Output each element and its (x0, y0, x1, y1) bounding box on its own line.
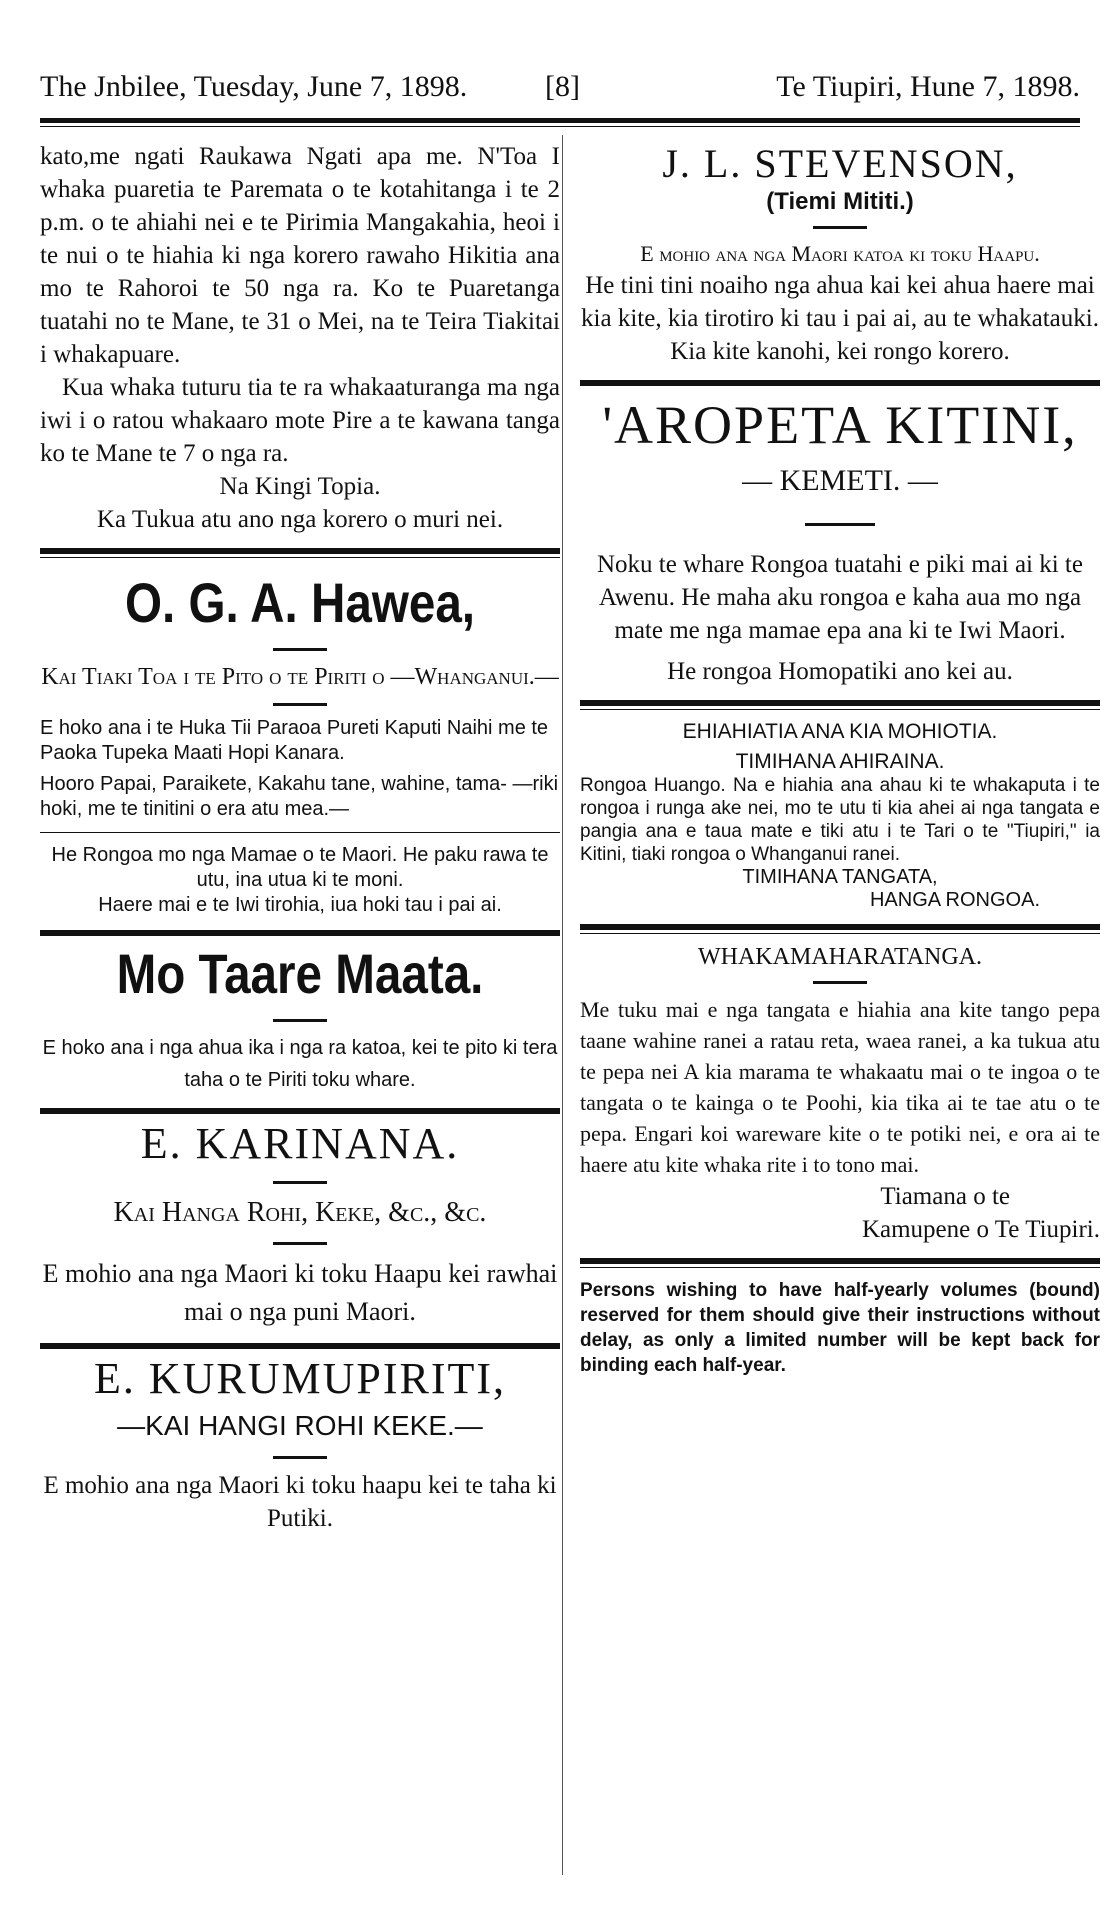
divider-thin (580, 933, 1100, 934)
left-column (40, 140, 560, 1535)
hawea-p4: Haere mai e te Iwi tirohia, iua hoki tau i pai ai. (98, 894, 502, 916)
taare-title: Mo Taare Maata. (116, 942, 484, 1005)
divider-thin (580, 709, 1100, 710)
short-rule (273, 648, 327, 651)
divider (40, 1108, 560, 1114)
short-rule (273, 1242, 327, 1245)
divider-thin (40, 557, 560, 558)
divider (580, 1258, 1100, 1264)
header-rule (40, 118, 1080, 123)
taare-text: E hoko ana i nga ahua ika i nga ra katoa, kei te pito ki tera taha o te Piriti toku whare. (42, 1037, 558, 1091)
ehiahiatia-text: Rongoa Huango. Na e hiahia ana ahau ki te whakaputa i te rongoa i runga ake nei, mo te utu ti kia ahei ai nga tangata e pangia ana e taua mate e tiki atu i te Tari o te "Tiupiri," ia Kitini, tiaki rongoa o Whanganui ranei. (580, 775, 1100, 865)
header-left: The Jnbilee, Tuesday, June 7, 1898. (40, 70, 468, 103)
hawea-p2: Hooro Papai, Paraikete, Kakahu tane, wahine, tama- —riki hoki, me te tinitini o era atu mea.— (40, 773, 559, 820)
short-rule (273, 703, 327, 706)
ehiahiatia-title: EHIAHIATIA ANA KIA MOHIOTIA. (682, 720, 998, 743)
divider (580, 700, 1100, 706)
header-right: Te Tiupiri, Hune 7, 1898. (776, 70, 1080, 103)
divider (580, 924, 1100, 930)
divider (40, 548, 560, 554)
kurumupiriti-title: E. KURUMUPIRITI, (93, 1354, 507, 1403)
short-rule (805, 523, 875, 526)
short-rule (273, 1456, 327, 1459)
right-column (580, 140, 1100, 1378)
intro-paragraph: kato,me ngati Raukawa Ngati apa me. N'Toa I whaka puaretia te Paremata o te kotahitanga i te 2 p.m. o te ahiahi nei e te Pirimia Mangakahia, heoi i te nui o te hiahia ki nga korero rawaho Hikitia ana mo te Rahoroi te 50 nga ra. Ko te Puaretanga tuatahi no te Mane, te 31 o Mei, na te Teira Tiakitai i whakapuare. (40, 143, 560, 368)
kitini-subtitle: — KEMETI. — (742, 464, 938, 497)
intro-paragraph-2: Kua whaka tuturu tia te ra whakaaturanga ma nga iwi i o ratou whakaaro mote Pire a te kawana tanga ko te Mane te 7 o nga ra. (40, 374, 560, 467)
whakamaharatanga-sig2: Kamupene o Te Tiupiri. (861, 1216, 1100, 1243)
hawea-title: O. G. A. Hawea, (124, 571, 476, 634)
ehiahiatia-sig2: HANGA RONGOA. (869, 889, 1040, 911)
hawea-subtitle: Kai Tiaki Toa i te Pito o te Piriti o —Whanganui.— (41, 664, 559, 690)
kitini-p2: He rongoa Homopatiki ano kei au. (667, 658, 1013, 685)
whakamaharatanga-text: Me tuku mai e nga tangata e hiahia ana kite tango pepa taane wahine ranei a ratau reta, waea ranei, a ka tukua atu te pepa nei A kia marama te whakaatu mai o te ingoa o te tangata o te kainga o te Poohi, kia tika ai te tae atu o te pepa. Engari koi wareware kite o te potiki nei, e ora ai te haere atu kite whaka rite i to tono mai. (580, 997, 1100, 1177)
whakamaharatanga-sig1: Tiamana o te (880, 1183, 1010, 1210)
intro-signature: Na Kingi Topia. (219, 473, 381, 500)
karinana-subtitle: Kai Hanga Rohi, Keke, &c., &c. (113, 1197, 487, 1228)
hawea-p1: E hoko ana i te Huka Tii Paraoa Pureti Kaputi Naihi me te Paoka Tupeka Maati Hopi Kanara. (40, 717, 549, 764)
stevenson-p1: E mohio ana nga Maori katoa ki toku Haapu. (640, 241, 1040, 266)
column-divider (562, 135, 563, 1875)
divider (40, 930, 560, 936)
divider-thin (40, 832, 560, 833)
page-header (40, 70, 1080, 120)
divider (40, 1343, 560, 1349)
stevenson-p2: He tini tini noaiho nga ahua kai kei ahua haere mai kia kite, kia tirotiro ki tau i pai ai, au te whakatauki. Kia kite kanohi, kei rongo korero. (581, 272, 1099, 365)
divider (580, 380, 1100, 386)
divider-thin (580, 1267, 1100, 1268)
short-rule (813, 981, 867, 984)
short-rule (273, 1181, 327, 1184)
karinana-title: E. KARINANA. (140, 1119, 460, 1168)
short-rule (273, 1019, 327, 1022)
stevenson-subtitle: (Tiemi Mititi.) (766, 188, 914, 215)
kurumupiriti-subtitle: —KAI HANGI ROHI KEKE.— (117, 1410, 483, 1441)
kitini-title: 'AROPETA KITINI, (602, 395, 1078, 455)
stevenson-title: J. L. STEVENSON, (662, 141, 1018, 186)
kitini-p1: Noku te whare Rongoa tuatahi e piki mai ai ki te Awenu. He maha aku rongoa e kaha aua mo nga mate me nga mamae epa ana ki te Iwi Maori. (597, 551, 1083, 644)
short-rule (813, 226, 867, 229)
intro-more: Ka Tukua atu ano nga korero o muri nei. (96, 506, 504, 533)
ehiahiatia-sig1: TIMIHANA TANGATA, (742, 866, 938, 888)
whakamaharatanga-title: WHAKAMAHARATANGA. (697, 944, 983, 970)
header-rule-thin (40, 126, 1080, 127)
page-number: [8] (545, 70, 580, 103)
bound-volumes-notice: Persons wishing to have half-yearly volumes (bound) reserved for them should give their instructions without delay, as only a limited number will be kept back for binding each half-year. (580, 1280, 1100, 1376)
ehiahiatia-subtitle: TIMIHANA AHIRAINA. (735, 750, 945, 773)
karinana-text: E mohio ana nga Maori ki toku Haapu kei rawhai mai o nga puni Maori. (42, 1259, 558, 1326)
kurumupiriti-text: E mohio ana nga Maori ki toku haapu kei te taha ki Putiki. (43, 1472, 557, 1532)
hawea-p3: He Rongoa mo nga Mamae o te Maori. He paku rawa te utu, ina utua ki te moni. (51, 844, 549, 891)
